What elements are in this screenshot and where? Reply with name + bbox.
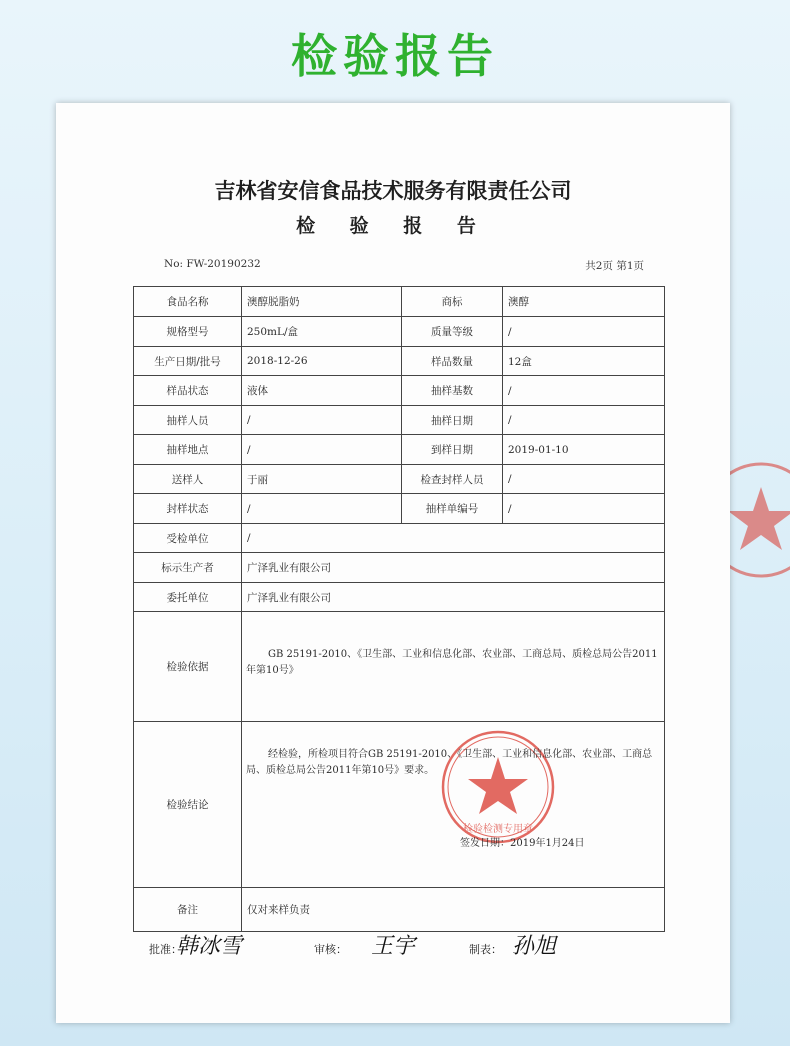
row-value: / xyxy=(241,524,664,552)
table-row xyxy=(134,583,664,612)
row-label: 规格型号 xyxy=(166,326,209,338)
svg-text:韩冰雪: 韩冰雪 xyxy=(176,934,243,959)
row-value: 广泽乳业有限公司 xyxy=(241,553,664,582)
basis-text: GB 25191-2010、《卫生部、工业和信息化部、农业部、工商总局、质检总局公告2011年第10号》 xyxy=(246,649,658,676)
basis-row xyxy=(134,612,664,722)
svg-text:王宇: 王宇 xyxy=(371,934,416,959)
row-value: 广泽乳业有限公司 xyxy=(241,583,664,611)
banner-title: 检验报告 xyxy=(291,29,499,83)
report-table xyxy=(133,286,665,932)
row-label: 生产日期/批号 xyxy=(154,355,221,368)
row-value: 12盒 xyxy=(502,347,664,375)
row-value: / xyxy=(241,406,401,434)
row-value: 2018-12-26 xyxy=(241,347,401,375)
row-label: 送样人 xyxy=(171,473,204,486)
report-paper xyxy=(56,103,730,1023)
row-label: 到样日期 xyxy=(401,435,502,464)
basis-label: 检验依据 xyxy=(166,661,209,673)
conclusion-label: 检验结论 xyxy=(166,799,209,811)
row-value: / xyxy=(241,494,401,523)
prepare-signature xyxy=(512,931,584,961)
company-name: 吉林省安信食品技术服务有限责任公司 xyxy=(214,179,572,203)
page-info: 共2页 第1页 xyxy=(585,260,644,272)
inspection-stamp xyxy=(438,727,558,847)
table-row xyxy=(134,553,664,583)
row-label: 抽样日期 xyxy=(401,406,502,434)
table-row xyxy=(134,287,664,317)
review-label: 审核： xyxy=(314,943,347,956)
stamp-text: 检验检测专用章 xyxy=(463,824,533,835)
row-label: 抽样基数 xyxy=(401,376,502,405)
report-number: No: FW-20190232 xyxy=(164,258,261,270)
review-signature xyxy=(371,931,431,961)
row-value: / xyxy=(502,494,664,523)
row-value: / xyxy=(502,465,664,493)
row-label: 标示生产者 xyxy=(161,562,214,574)
row-value: / xyxy=(502,376,664,405)
row-value: 于丽 xyxy=(241,465,401,493)
partial-stamp xyxy=(722,455,790,585)
row-value: 250mL/盒 xyxy=(241,317,401,346)
conclusion-text: 经检验，所检项目符合GB 25191-2010、《卫生部、工业和信息化部、农业部、工商总局、质检总局公告2011年第10号》要求。 xyxy=(246,749,653,776)
basis-cell xyxy=(241,612,664,721)
prepare-label: 制表： xyxy=(469,943,502,956)
row-value: / xyxy=(502,317,664,346)
row-label: 抽样人员 xyxy=(166,414,209,427)
row-label: 检查封样人员 xyxy=(401,465,502,493)
row-label: 样品状态 xyxy=(166,385,209,397)
row-label: 质量等级 xyxy=(401,317,502,346)
row-label: 食品名称 xyxy=(166,296,209,308)
table-row xyxy=(134,435,664,465)
row-value: 澳醇 xyxy=(502,287,664,316)
row-label: 抽样单编号 xyxy=(401,494,502,523)
table-row xyxy=(134,524,664,553)
row-value: 液体 xyxy=(241,376,401,405)
report-title: 检 验 报 告 xyxy=(296,215,490,237)
row-label: 封样状态 xyxy=(166,503,209,515)
remark-text: 仅对来样负责 xyxy=(241,888,664,931)
remark-label: 备注 xyxy=(177,904,198,916)
table-row xyxy=(134,317,664,347)
table-row xyxy=(134,494,664,524)
row-label: 抽样地点 xyxy=(166,444,209,456)
table-row xyxy=(134,347,664,376)
approve-signature xyxy=(176,931,268,961)
table-row xyxy=(134,465,664,494)
row-value: 2019-01-10 xyxy=(502,435,664,464)
table-row xyxy=(134,376,664,406)
row-label: 样品数量 xyxy=(401,347,502,375)
svg-text:孙旭: 孙旭 xyxy=(512,934,557,959)
conclusion-cell xyxy=(241,722,664,887)
row-value: / xyxy=(502,406,664,434)
row-value: / xyxy=(241,435,401,464)
row-value: 澳醇脱脂奶 xyxy=(241,287,401,316)
sign-date: 签发日期：2019年1月24日 xyxy=(460,838,585,849)
table-row xyxy=(134,406,664,435)
conclusion-row xyxy=(134,722,664,888)
row-label: 商标 xyxy=(401,287,502,316)
remark-row xyxy=(134,888,664,931)
approve-label: 批准： xyxy=(149,943,182,956)
row-label: 委托单位 xyxy=(166,591,209,604)
row-label: 受检单位 xyxy=(166,532,209,545)
